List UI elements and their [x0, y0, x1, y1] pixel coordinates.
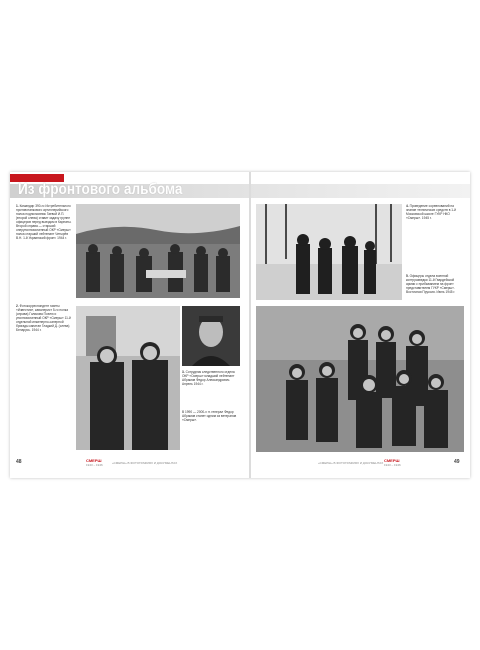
brand-left: СМЕРШ 1943 – 1946	[86, 458, 103, 467]
book-spread	[10, 172, 470, 478]
page-number-right: 49	[454, 459, 460, 465]
footer-subtitle-left: «СМЕРШ» В ФОТОГРАФИЯХ И ДОКУМЕНТАХ	[112, 461, 178, 465]
caption-5: 5. Офицеры отдела военной контрразведки 11-й Гвардейской армии с прибыванием на фронт представителем ГУКР «Смерш». Восточная Пруссия. Июнь 1945 г.	[406, 274, 456, 294]
page-title: Из фронтового альбома	[18, 181, 183, 198]
caption-3-note: В 1990 — 2000-х гг. генерал Федор Абрамов станет одним из ветеранов «Смерш».	[182, 410, 237, 422]
photo-two-soldiers	[76, 306, 180, 450]
photo-portrait-abramov	[182, 306, 240, 366]
caption-4: 4. Проведение соревнований на знание технических средств в 1-й Московской школе ГУКР НКО «Смерш». 1945 г.	[406, 204, 456, 220]
page-number-left: 48	[16, 459, 22, 465]
caption-2: 2. Фотокорреспондент газеты «Известия», кавалерист 5-го полка (справа) Голикова Поелю и уполномоченный ОКР «Смерш» 11-й отдельной инженерно-саперной бригады капитан Гладкий Д. (слева) Беларусь. 1944 г.	[16, 304, 71, 332]
footer-subtitle-right: «СМЕРШ» В ФОТОГРАФИЯХ И ДОКУМЕНТАХ	[318, 461, 384, 465]
photo-counterintelligence-officers	[256, 306, 464, 452]
photo-officers-group	[76, 204, 240, 298]
photo-competition	[256, 204, 402, 300]
caption-1: 1. Командир 390-го Истребительного противотанкового артиллерийского полка подполковник Гаевой И.П. (второй слева) ставит задачу группе офицеров перед выездом в Карпаты. Второй справа — старший оперуполномоченный ОКР «Смерш» полка старший лейтенант Четырёв В.Н. 1-й Украинский фронт. 1944 г.	[16, 204, 72, 240]
page-fold	[249, 172, 251, 478]
brand-right: СМЕРШ 1943 – 1946	[384, 458, 401, 467]
caption-3: 3. Сотрудник следственного отдела ОКР «Смерш» младший лейтенант Абрамов Федор Александрович. Апрель 1944 г.	[182, 370, 235, 386]
